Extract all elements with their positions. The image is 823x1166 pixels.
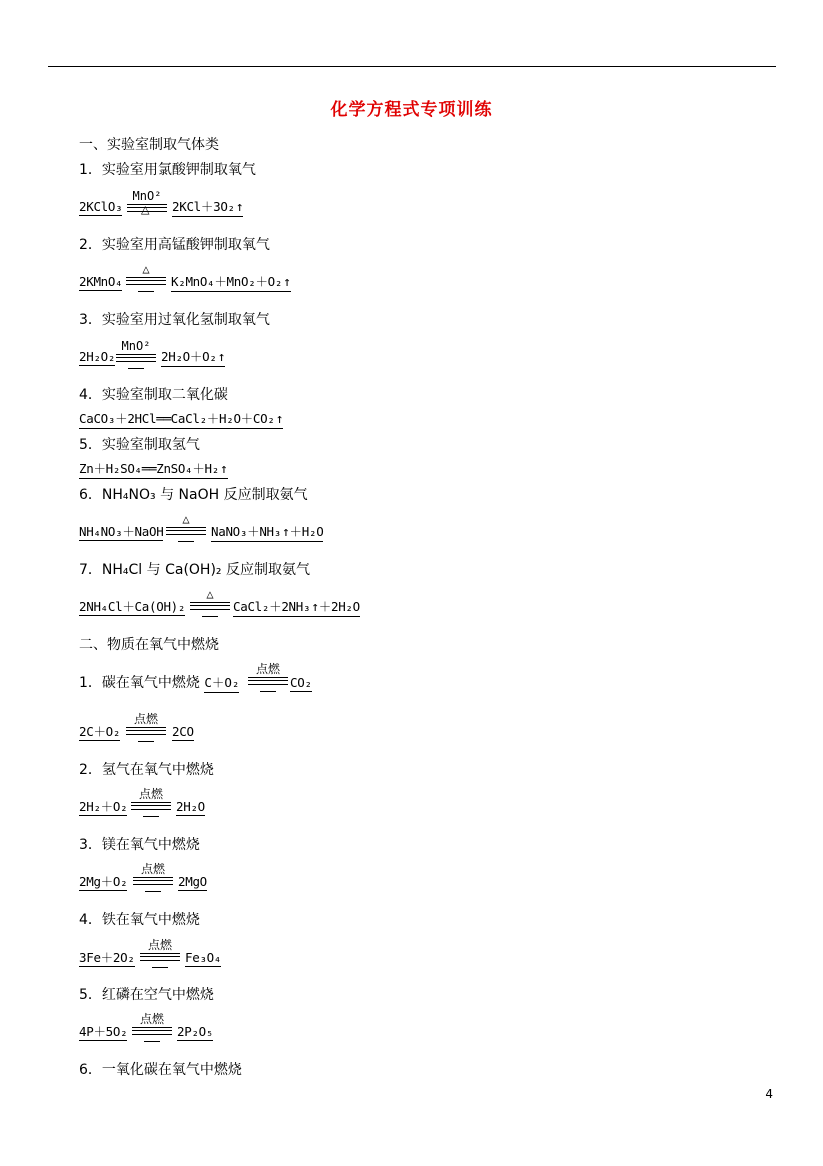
- section-heading-combustion: 二、物质在氧气中燃烧: [79, 637, 219, 653]
- question-label: 4．铁在氧气中燃烧: [79, 912, 200, 928]
- condition-mark: 点燃: [246, 662, 290, 692]
- condition-mark: 点燃: [131, 862, 175, 892]
- question-label: 2．实验室用高锰酸钾制取氧气: [79, 237, 270, 253]
- condition-mark: △: [124, 262, 168, 292]
- equation-left: 2Mg＋O₂: [79, 874, 128, 889]
- equation-left: 2H₂＋O₂: [79, 799, 128, 814]
- question-label: 1．碳在氧气中燃烧 C＋O₂: [79, 675, 240, 691]
- question-label: 3．镁在氧气中燃烧: [79, 837, 200, 853]
- condition-mark: MnO² △: [125, 189, 169, 219]
- equation-right: Fe₃O₄: [185, 950, 222, 965]
- question-label: 5．实验室制取氢气: [79, 437, 200, 453]
- page-number: 4: [765, 1087, 773, 1101]
- equation-right: CO₂: [290, 675, 312, 690]
- equation-right: 2MgO: [178, 874, 207, 889]
- equation-left: NH₄NO₃＋NaOH: [79, 524, 164, 539]
- equation-right: 2H₂O: [176, 799, 205, 814]
- condition-mark: 点燃: [138, 938, 182, 968]
- question-label: 7．NH₄Cl 与 Ca(OH)₂ 反应制取氨气: [79, 562, 310, 578]
- condition-mark: △: [188, 587, 232, 617]
- section-heading-lab-gases: 一、实验室制取气体类: [79, 137, 219, 153]
- question-label: 1．实验室用氯酸钾制取氧气: [79, 162, 256, 178]
- condition-mark: MnO²: [114, 339, 158, 369]
- question-label: 2．氢气在氧气中燃烧: [79, 762, 214, 778]
- equation-left: 2H₂O₂: [79, 349, 116, 364]
- equation-right: 2CO: [172, 724, 194, 739]
- equation-right: NaNO₃＋NH₃↑＋H₂O: [211, 524, 324, 540]
- equation-left: 2KClO₃: [79, 199, 123, 214]
- condition-mark: 点燃: [129, 787, 173, 817]
- equation-right: 2KCl＋3O₂↑: [172, 199, 244, 215]
- equation-right: 2H₂O＋O₂↑: [161, 349, 226, 365]
- condition-mark: 点燃: [130, 1012, 174, 1042]
- condition-mark: △: [164, 512, 208, 542]
- equation-left: 3Fe＋2O₂: [79, 950, 135, 965]
- equation-left: 2KMnO₄: [79, 274, 123, 289]
- question-label: 6．一氧化碳在氧气中燃烧: [79, 1062, 242, 1078]
- equation-right: 2P₂O₅: [177, 1024, 214, 1039]
- condition-mark: 点燃: [124, 712, 168, 742]
- equation-right: CaCl₂＋2NH₃↑＋2H₂O: [233, 599, 360, 615]
- page-title: 化学方程式专项训练: [330, 100, 493, 120]
- question-label: 4．实验室制取二氧化碳: [79, 387, 228, 403]
- question-label: 3．实验室用过氧化氢制取氧气: [79, 312, 270, 328]
- question-label: 6．NH₄NO₃ 与 NaOH 反应制取氨气: [79, 487, 308, 503]
- question-label: 5．红磷在空气中燃烧: [79, 987, 214, 1003]
- equation-left: 2NH₄Cl＋Ca(OH)₂: [79, 599, 186, 614]
- equation: Zn＋H₂SO₄══ZnSO₄＋H₂↑: [79, 461, 228, 477]
- header-rule: [48, 66, 776, 67]
- equation-right: K₂MnO₄＋MnO₂＋O₂↑: [171, 274, 291, 290]
- equation: CaCO₃＋2HCl══CaCl₂＋H₂O＋CO₂↑: [79, 411, 284, 427]
- equation-left: 4P＋5O₂: [79, 1024, 128, 1039]
- equation-left: 2C＋O₂: [79, 724, 121, 739]
